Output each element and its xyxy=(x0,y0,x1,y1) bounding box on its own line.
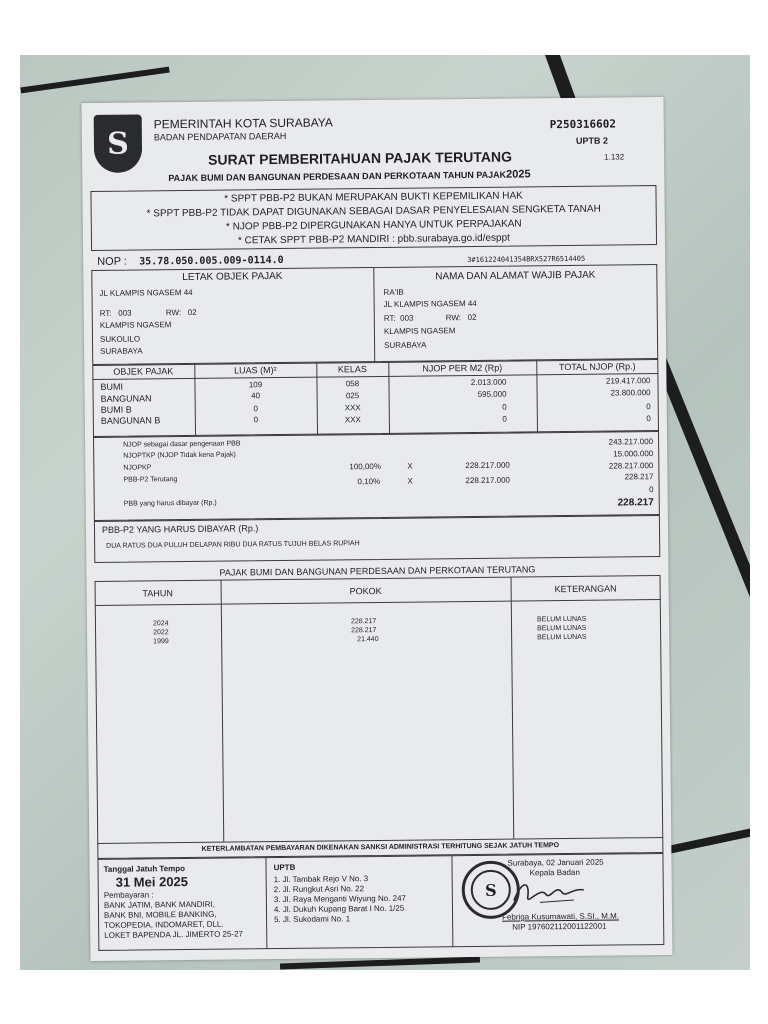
table-cell: 219.417.000 xyxy=(605,376,651,386)
col-header-objek: OBJEK PAJAK xyxy=(113,366,174,377)
calc-base: 228.217.000 xyxy=(465,460,510,471)
signature-icon xyxy=(510,876,590,909)
history-col-pokok: POKOK xyxy=(349,585,382,597)
calc-base: 228.217.000 xyxy=(465,475,511,486)
serial-number: 1.132 xyxy=(604,152,625,162)
nop-reference: 3#161224041354BRX527R6514405 xyxy=(467,254,586,265)
taxpayer-rt: RT: 003 RW: 02 xyxy=(383,312,477,323)
taxpayer-kelurahan: KLAMPIS NGASEM xyxy=(383,326,456,336)
place-date: Surabaya, 02 Januari 2025 xyxy=(507,857,604,868)
payment-label: Pembayaran : xyxy=(103,890,154,900)
table-cell: BANGUNAN B xyxy=(100,415,161,426)
object-kelurahan: KLAMPIS NGASEM xyxy=(99,320,172,330)
table-cell: 2.013.000 xyxy=(470,377,507,388)
taxpayer-name: RA'IB xyxy=(383,287,404,297)
official-nip: NIP 197602112001122001 xyxy=(512,921,607,932)
document-code: P250316602 xyxy=(549,117,617,132)
calc-value: 228.217.000 xyxy=(608,461,654,471)
taxpayer-street: JL KLAMPIS NGASEM 44 xyxy=(383,298,477,309)
table-cell: BUMI B xyxy=(100,404,132,415)
agency-name: BADAN PENDAPATAN DAERAH xyxy=(153,130,287,143)
notice-line: * SPPT PBB-P2 TIDAK DAPAT DIGUNAKAN SEBAGAI DASAR PENYELESAIAN SENGKETA TANAH xyxy=(146,203,601,220)
table-cell: 0 xyxy=(502,414,507,424)
official-position: Kepala Badan xyxy=(529,867,580,878)
calc-label: PBB yang harus dibayar (Rp.) xyxy=(123,499,217,508)
table-cell: BUMI xyxy=(100,381,124,392)
history-cell: 228.217 xyxy=(350,618,377,626)
table-cell: 0 xyxy=(253,415,259,425)
table-cell: 595.000 xyxy=(477,389,507,399)
government-name: PEMERINTAH KOTA SURABAYA xyxy=(153,115,333,132)
surabaya-emblem-icon: S xyxy=(94,114,143,172)
uptb-code: UPTB 2 xyxy=(575,135,609,146)
table-cell: XXX xyxy=(344,403,361,413)
nop-label: NOP : xyxy=(97,255,128,268)
table-cell: BANGUNAN xyxy=(100,393,152,404)
document-subtitle: PAJAK BUMI DAN BANGUNAN PERDESAAN DAN PERKOTAAN TAHUN PAJAK2025 xyxy=(168,168,531,184)
payment-option: BANK JATIM, BANK MANDIRI, xyxy=(103,899,215,910)
col-header-total: TOTAL NJOP (Rp.) xyxy=(558,361,636,373)
object-location-title: LETAK OBJEK PAJAK xyxy=(182,270,283,284)
due-date-label: Tanggal Jatuh Tempo xyxy=(103,864,186,874)
table-cell: XXX xyxy=(344,415,361,425)
uptb-label: UPTB xyxy=(273,862,296,873)
col-header-njop: NJOP PER M2 (Rp) xyxy=(422,362,503,374)
history-cell: 1999 xyxy=(153,638,169,646)
amount-due: 228.217 xyxy=(617,497,654,509)
history-col-tahun: TAHUN xyxy=(142,588,173,599)
calc-multiply: X xyxy=(407,461,413,471)
table-cell: 23.800.000 xyxy=(610,388,651,398)
object-rt: RT: 003 RW: 02 xyxy=(99,307,197,318)
table-cell: 40 xyxy=(251,391,261,401)
object-street: JL KLAMPIS NGASEM 44 xyxy=(99,287,193,298)
col-header-luas: LUAS (M)² xyxy=(234,365,277,376)
table-cell: 058 xyxy=(345,379,360,389)
calc-percent: 100,00% xyxy=(349,461,381,472)
tax-document xyxy=(82,97,673,961)
tax-year: 2025 xyxy=(506,168,531,181)
notice-line: * NJOP PBB-P2 DIPERGUNAKAN HANYA UNTUK PERPAJAKAN xyxy=(225,218,522,233)
late-payment-warning: KETERLAMBATAN PEMBAYARAN DIKENAKAN SANKSI ADMINISTRASI TERHITUNG SEJAK JATUH TEMPO xyxy=(201,842,560,853)
table-cell: 0 xyxy=(253,404,258,414)
calc-percent: 0,10% xyxy=(357,476,381,487)
history-cell: 21.440 xyxy=(357,635,379,644)
calc-value: 228.217 xyxy=(624,472,654,482)
history-cell: 2022 xyxy=(153,629,169,637)
payable-words: DUA RATUS DUA PULUH DELAPAN RIBU DUA RATUS TUJUH BELAS RUPIAH xyxy=(106,540,360,550)
calc-label: PBB-P2 Terutang xyxy=(123,476,178,484)
table-cell: 0 xyxy=(646,402,651,412)
document-title: SURAT PEMBERITAHUAN PAJAK TERUTANG xyxy=(208,148,513,168)
calc-label: NJOPKP xyxy=(123,464,152,472)
table-cell: 025 xyxy=(345,391,360,401)
notice-line: * SPPT PBB-P2 BUKAN MERUPAKAN BUKTI KEPEMILIKAN HAK xyxy=(224,190,523,205)
nop-value: 35.78.050.005.009-0114.0 xyxy=(139,254,284,268)
tile-grout xyxy=(660,823,750,856)
uptb-address: 4. Jl. Dukuh Kupang Barat I No. 1/25 xyxy=(273,903,405,915)
table-cell: 0 xyxy=(502,402,507,412)
payable-box xyxy=(94,515,660,563)
official-stamp-icon: S xyxy=(461,861,520,920)
col-header-kelas: KELAS xyxy=(337,364,367,375)
table-cell: 0 xyxy=(646,414,651,424)
calc-label: NJOP sebagai dasar pengenaan PBB xyxy=(123,440,241,449)
calc-value: 243.217.000 xyxy=(608,437,654,447)
object-kecamatan: SUKOLILO xyxy=(99,334,141,344)
calc-value: 15.000.000 xyxy=(613,449,654,459)
history-cell: BELUM LUNAS xyxy=(537,633,587,642)
history-cell: 228.217 xyxy=(351,627,377,635)
payment-option: BANK BNI, MOBILE BANKING, xyxy=(103,909,217,920)
notice-line: * CETAK SPPT PBB-P2 MANDIRI : pbb.surabaya.go.id/esppt xyxy=(237,232,511,247)
history-cell: BELUM LUNAS xyxy=(537,624,587,633)
due-date: 31 Mei 2025 xyxy=(115,873,189,890)
uptb-address: 5. Jl. Sukodami No. 1 xyxy=(274,914,351,925)
payment-option: LOKET BAPENDA JL. JIMERTO 25-27 xyxy=(104,929,244,940)
calc-value: 0 xyxy=(649,485,654,495)
history-cell: 2024 xyxy=(152,620,169,628)
calc-label: NJOPTKP (NJOP Tidak kena Pajak) xyxy=(123,451,236,460)
table-cell: 109 xyxy=(248,380,263,390)
calc-multiply: X xyxy=(407,476,413,486)
history-title: PAJAK BUMI DAN BANGUNAN PERDESAAN DAN PERKOTAAN TERUTANG xyxy=(219,564,536,578)
uptb-address: 1. Jl. Tambak Rejo V No. 3 xyxy=(273,874,369,885)
payment-option: TOKOPEDIA, INDOMARET, DLL. xyxy=(104,919,224,930)
payable-label: PBB-P2 YANG HARUS DIBAYAR (Rp.) xyxy=(101,523,259,535)
history-col-keterangan: KETERANGAN xyxy=(554,583,617,595)
tile-grout xyxy=(20,67,169,94)
object-city: SURABAYA xyxy=(100,346,143,356)
uptb-address: 2. Jl. Rungkut Asri No. 22 xyxy=(273,884,365,895)
history-cell: BELUM LUNAS xyxy=(536,615,587,624)
uptb-address: 3. Jl. Raya Menganti Wiyung No. 247 xyxy=(273,893,406,905)
taxpayer-city: SURABAYA xyxy=(384,340,427,350)
taxpayer-title: NAMA DAN ALAMAT WAJIB PAJAK xyxy=(435,269,596,283)
official-name: Febriga Kusumawati, S.SI., M.M. xyxy=(502,911,620,922)
